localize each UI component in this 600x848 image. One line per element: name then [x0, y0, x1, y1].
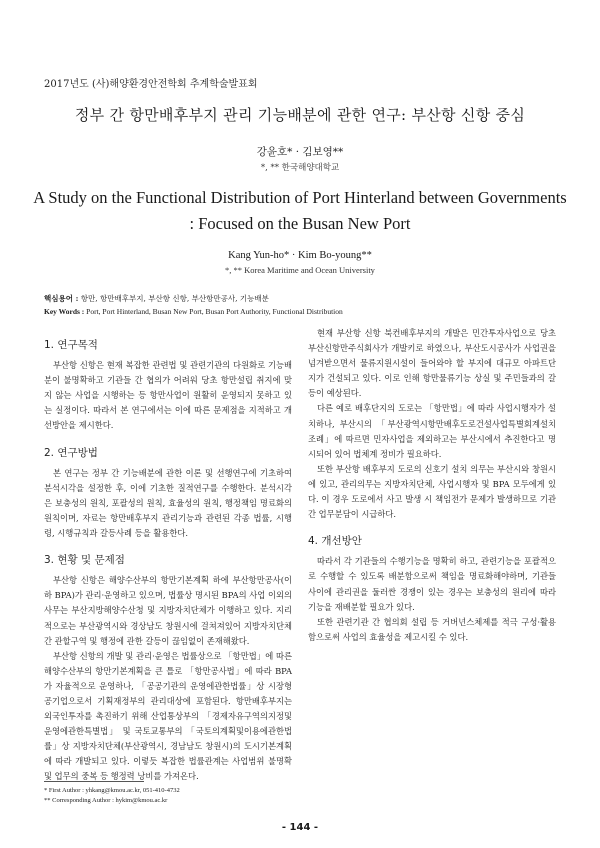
affiliation-english: *, ** Korea Maritime and Ocean University [225, 265, 375, 275]
left-column [44, 326, 292, 785]
footnotes [44, 786, 180, 806]
section-1-heading: 1. 연구목적 [44, 339, 98, 351]
section-2-paragraph: 본 연구는 정부 간 기능배분에 관한 이론 및 선행연구에 기초하여 분석시각을 설정한 후, 이에 기초한 질적연구를 수행한다. 분석시각은 보충성의 원칙, 포괄성의 원칙, 효율성의 원칙, 행정책임 명료화의 원칙이며, 자료는 항만배후부지 관리기능과 관련된 각종 법률, 시행령, 시행규칙과 갈등사례 등을 활용한다. [44, 467, 292, 539]
authors-korean: 강윤호* · 김보영** [256, 146, 344, 158]
keywords-korean-text: 항만, 항만배후부지, 부산항 신항, 부산항만공사, 기능배분 [80, 294, 269, 303]
paper-title-korean: 정부 간 항만배후부지 관리 기능배분에 관한 연구: 부산항 신항 중심 [74, 106, 526, 124]
section-4-paragraph-2: 또한 관련기관 간 협의회 설립 등 거버넌스체제를 적극 구성·활용함으로써 사업의 효율성을 제고시킬 수 있다. [308, 616, 556, 642]
section-2-heading: 2. 연구방법 [44, 446, 98, 459]
paper-title-english-line2: : Focused on the Busan New Port [189, 214, 411, 233]
keywords-korean [44, 293, 269, 304]
keywords-english-label: Key Words : [44, 307, 85, 316]
footnote-first-author: * First Author : yhkang@kmou.ac.kr, 051-410-4732 [44, 787, 180, 794]
section-3-paragraph-3: 현재 부산항 신항 북컨배후부지의 개발은 민간투자사업으로 당초 부산신항만주식회사가 개발키로 하였으나, 부산도시공사가 사업권을 넘겨받으면서 물류지원시설이 들어와야 할 부지에 대규모 아파트단지가 건설되고 있다. 이로 인해 항만물류기능 상실 및 주민들과의 갈등이 예상된다. [308, 328, 556, 399]
keywords-english-text: Port, Port Hinterland, Busan New Port, Busan Port Authority, Functional Distribution [86, 307, 343, 316]
authors-english: Kang Yun-ho* · Kim Bo-young** [228, 250, 372, 261]
keywords-korean-label: 핵심용어 : [44, 294, 79, 303]
section-3-paragraph-5: 또한 부산항 배후부지 도로의 신호기 설치 의무는 부산시와 창원시에 있고, 관리의무는 지방자치단체, 사업시행자 및 BPA 모두에게 있다. 이 경우 도로에서 사고 발생 시 책임전가 문제가 발생하므로 기관 간 업무분담이 시급하다. [308, 463, 556, 520]
conference-header: 2017년도 (사)해양환경안전학회 추계학술발표회 [44, 79, 258, 90]
paper-title-english [0, 185, 600, 237]
right-column [308, 326, 556, 645]
section-3-heading: 3. 현황 및 문제점 [44, 554, 125, 567]
section-3-paragraph-4: 다른 예로 배후단지의 도로는 「항만법」에 따라 사업시행자가 설치하나, 부산시의 「부산광역시항만배후도로건설사업특별회계설치조례」에 따르면 민자사업을 제외하고는 부산시에서 추진한다고 명시되어 있어 법체계 정비가 필요하다. [308, 403, 556, 459]
section-4-paragraph-1: 따라서 각 기관들의 수행기능을 명확히 하고, 관련기능을 포괄적으로 수행할 수 있도록 배분함으로써 책임을 명료화해야하며, 기관들 사이에 관리권을 둘러싼 경쟁이 있는 경우는 보충성의 원리에 따라 기능을 재배분할 필요가 있다. [308, 556, 556, 612]
section-4-heading: 4. 개선방안 [308, 535, 362, 548]
section-3-paragraph-2: 부산항 신항의 개발 및 관리·운영은 법률상으로 「항만법」에 따른 해양수산부의 항만기본계획을 큰 틀로 「항만공사법」에 따라 BPA가 자율적으로 운영하나, 「공공기관의 운영에관한법률」상 시장형 공기업으로서 기획재정부의 관리대상에 포함된다. 항만배후부지는 외국인투자를 촉진하기 위해 산업통상부의 「경제자유구역의지정및운영에관한특별법」 및 국토교통부의 「국토의계획및이용에관한법률」상 지방자치단체(부산광역시, 경남남도 창원시)의 도시기본계획에 따라 개발되고 있다. 이렇듯 복잡한 법률관계는 사업범위 불명확 및 업무의 중복 등 행정력 낭비를 가져온다. [44, 650, 292, 782]
keywords-english [44, 307, 343, 316]
page-number: - 144 - [281, 822, 319, 833]
affiliation-korean: *, ** 한국해양대학교 [260, 163, 340, 173]
section-3-paragraph-1: 부산항 신항은 해양수산부의 항만기본계획 하에 부산항만공사(이하 BPA)가 관리·운영하고 있으며, 법률상 명시된 BPA의 사업 이외의 사무는 부산지방해양수산청 및 지방자치단체가 이행하고 있다. 지리적으로는 부산광역시와 경상남도 창원시에 걸쳐져있어 지방자치단체 간 관할구역 및 행정에 관한 갈등이 끊임없이 존재해왔다. [44, 575, 292, 646]
footnote-divider [44, 781, 144, 782]
section-1-paragraph: 부산항 신항은 현재 복잡한 관련법 및 관련기관의 다원화로 기능배분이 불명확하고 기관들 간 협의가 어려워 당초 항만설립 취지에 맞지 않는 사업을 시행하는 등 항만사업이 원활히 운영되지 못하고 있는 실정이다. 따라서 본 연구에서는 이에 따른 문제점을 지적하고 개선방안을 제시한다. [44, 360, 292, 431]
footnote-corresponding-author: ** Corresponding Author : hykim@kmou.ac.kr [44, 797, 168, 804]
paper-title-english-line1: A Study on the Functional Distribution of Port Hinterland between Governments [33, 188, 567, 207]
